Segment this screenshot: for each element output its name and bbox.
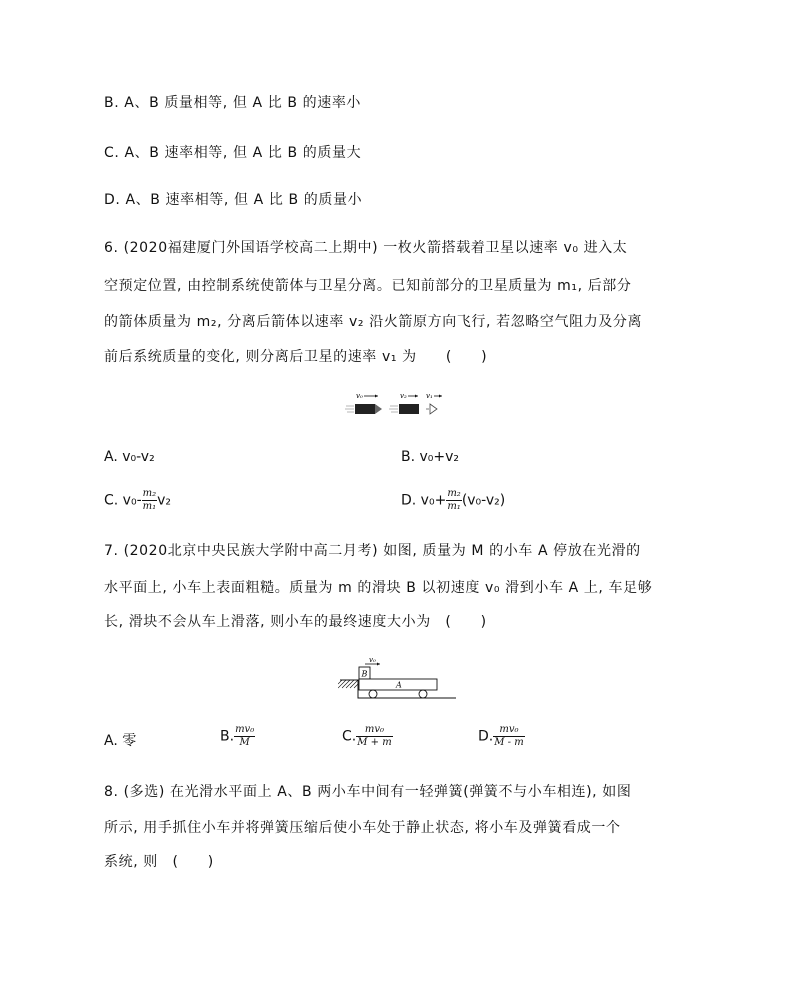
q7-stem-line-2: 水平面上, 小车上表面粗糙。质量为 m 的滑块 B 以初速度 v₀ 滑到小车 A 上, 车足够 — [104, 580, 653, 596]
q6-option-d-suffix: (v₀-v₂) — [461, 492, 506, 509]
q7-option-d-fraction — [493, 724, 524, 749]
q7-cart-figure — [338, 654, 458, 700]
q6-stem-line-1: 6. (2020福建厦门外国语学校高二上期中) 一枚火箭搭载着卫星以速率 v₀ 进入太 — [104, 240, 628, 256]
q6-option-d-fraction — [446, 488, 462, 513]
q6-satellite-after — [430, 404, 437, 414]
q6-option-b: B. v₀+v₂ — [401, 449, 460, 465]
q8-stem-line-3: 系统, 则 ( ) — [104, 854, 214, 870]
q6-option-c-prefix: C. v₀- — [104, 492, 142, 509]
q6-stem-line-3: 的箭体质量为 m₂, 分离后箭体以速率 v₂ 沿火箭原方向飞行, 若忽略空气阻力及分离 — [104, 314, 643, 330]
q7-option-d-prefix: D. — [478, 728, 494, 745]
q6-option-c-numerator: m₂ — [142, 488, 157, 499]
q7-option-a: A. 零 — [104, 733, 137, 749]
q5-option-d: D. A、B 速率相等, 但 A 比 B 的质量小 — [104, 192, 363, 208]
q6-option-c-denominator: m₁ — [142, 501, 157, 512]
q8-stem-line-2: 所示, 用手抓住小车并将弹簧压缩后使小车处于静止状态, 将小车及弹簧看成一个 — [104, 820, 621, 836]
q6-option-c — [104, 488, 171, 513]
q6-option-d-numerator: m₂ — [447, 488, 461, 499]
q7-cart-a-label: A — [396, 680, 402, 690]
q7-figure-v0-label: v₀ — [369, 656, 376, 664]
q7-option-d — [478, 724, 525, 749]
q7-option-b-fraction — [234, 724, 255, 749]
q7-option-b-denominator: M — [239, 737, 250, 748]
q7-option-b-numerator: mv₀ — [235, 724, 255, 735]
q7-stem-line-1: 7. (2020北京中央民族大学附中高二月考) 如图, 质量为 M 的小车 A 停放在光滑的 — [104, 543, 641, 559]
q7-option-c-fraction — [356, 724, 392, 749]
q6-option-d-denominator: m₁ — [447, 501, 461, 512]
q7-option-b-prefix: B. — [220, 728, 235, 745]
q7-option-c-prefix: C. — [342, 728, 357, 745]
q6-figure-v2-label: v₂ — [400, 392, 407, 400]
q6-figure-v1-label: v₁ — [426, 392, 433, 400]
q7-option-b — [220, 724, 255, 749]
q6-option-c-fraction — [142, 488, 158, 513]
q7-option-c-numerator: mv₀ — [356, 724, 392, 737]
q6-rocket-body-after — [399, 404, 419, 414]
q7-stem-line-3: 长, 滑块不会从车上滑落, 则小车的最终速度大小为 ( ) — [104, 614, 487, 630]
q7-option-d-denominator: M - m — [494, 737, 524, 748]
q5-option-b: B. A、B 质量相等, 但 A 比 B 的速率小 — [104, 95, 362, 111]
q6-option-c-suffix: v₂ — [157, 492, 172, 509]
q6-option-a: A. v₀-v₂ — [104, 449, 155, 465]
q6-stem-line-2: 空预定位置, 由控制系统使箭体与卫星分离。已知前部分的卫星质量为 m₁, 后部分 — [104, 278, 632, 294]
q7-option-d-numerator: mv₀ — [493, 724, 524, 737]
q6-rocket-figure — [342, 390, 450, 418]
q6-figure-v0-label: v₀ — [356, 392, 363, 400]
q6-stem-line-4: 前后系统质量的变化, 则分离后卫星的速率 v₁ 为 ( ) — [104, 349, 488, 365]
q5-option-c: C. A、B 速率相等, 但 A 比 B 的质量大 — [104, 145, 362, 161]
q7-cart-wheel-left — [369, 690, 377, 698]
q7-cart-wheel-right — [419, 690, 427, 698]
q7-option-c — [342, 724, 393, 749]
q6-option-d — [401, 488, 505, 513]
q7-block-b-label: B — [361, 669, 368, 679]
q6-option-d-prefix: D. v₀+ — [401, 492, 447, 509]
q8-stem-line-1: 8. (多选) 在光滑水平面上 A、B 两小车中间有一轻弹簧(弹簧不与小车相连), 如图 — [104, 784, 632, 800]
q7-option-c-denominator: M + m — [357, 737, 392, 748]
q6-rocket-before — [355, 404, 375, 414]
